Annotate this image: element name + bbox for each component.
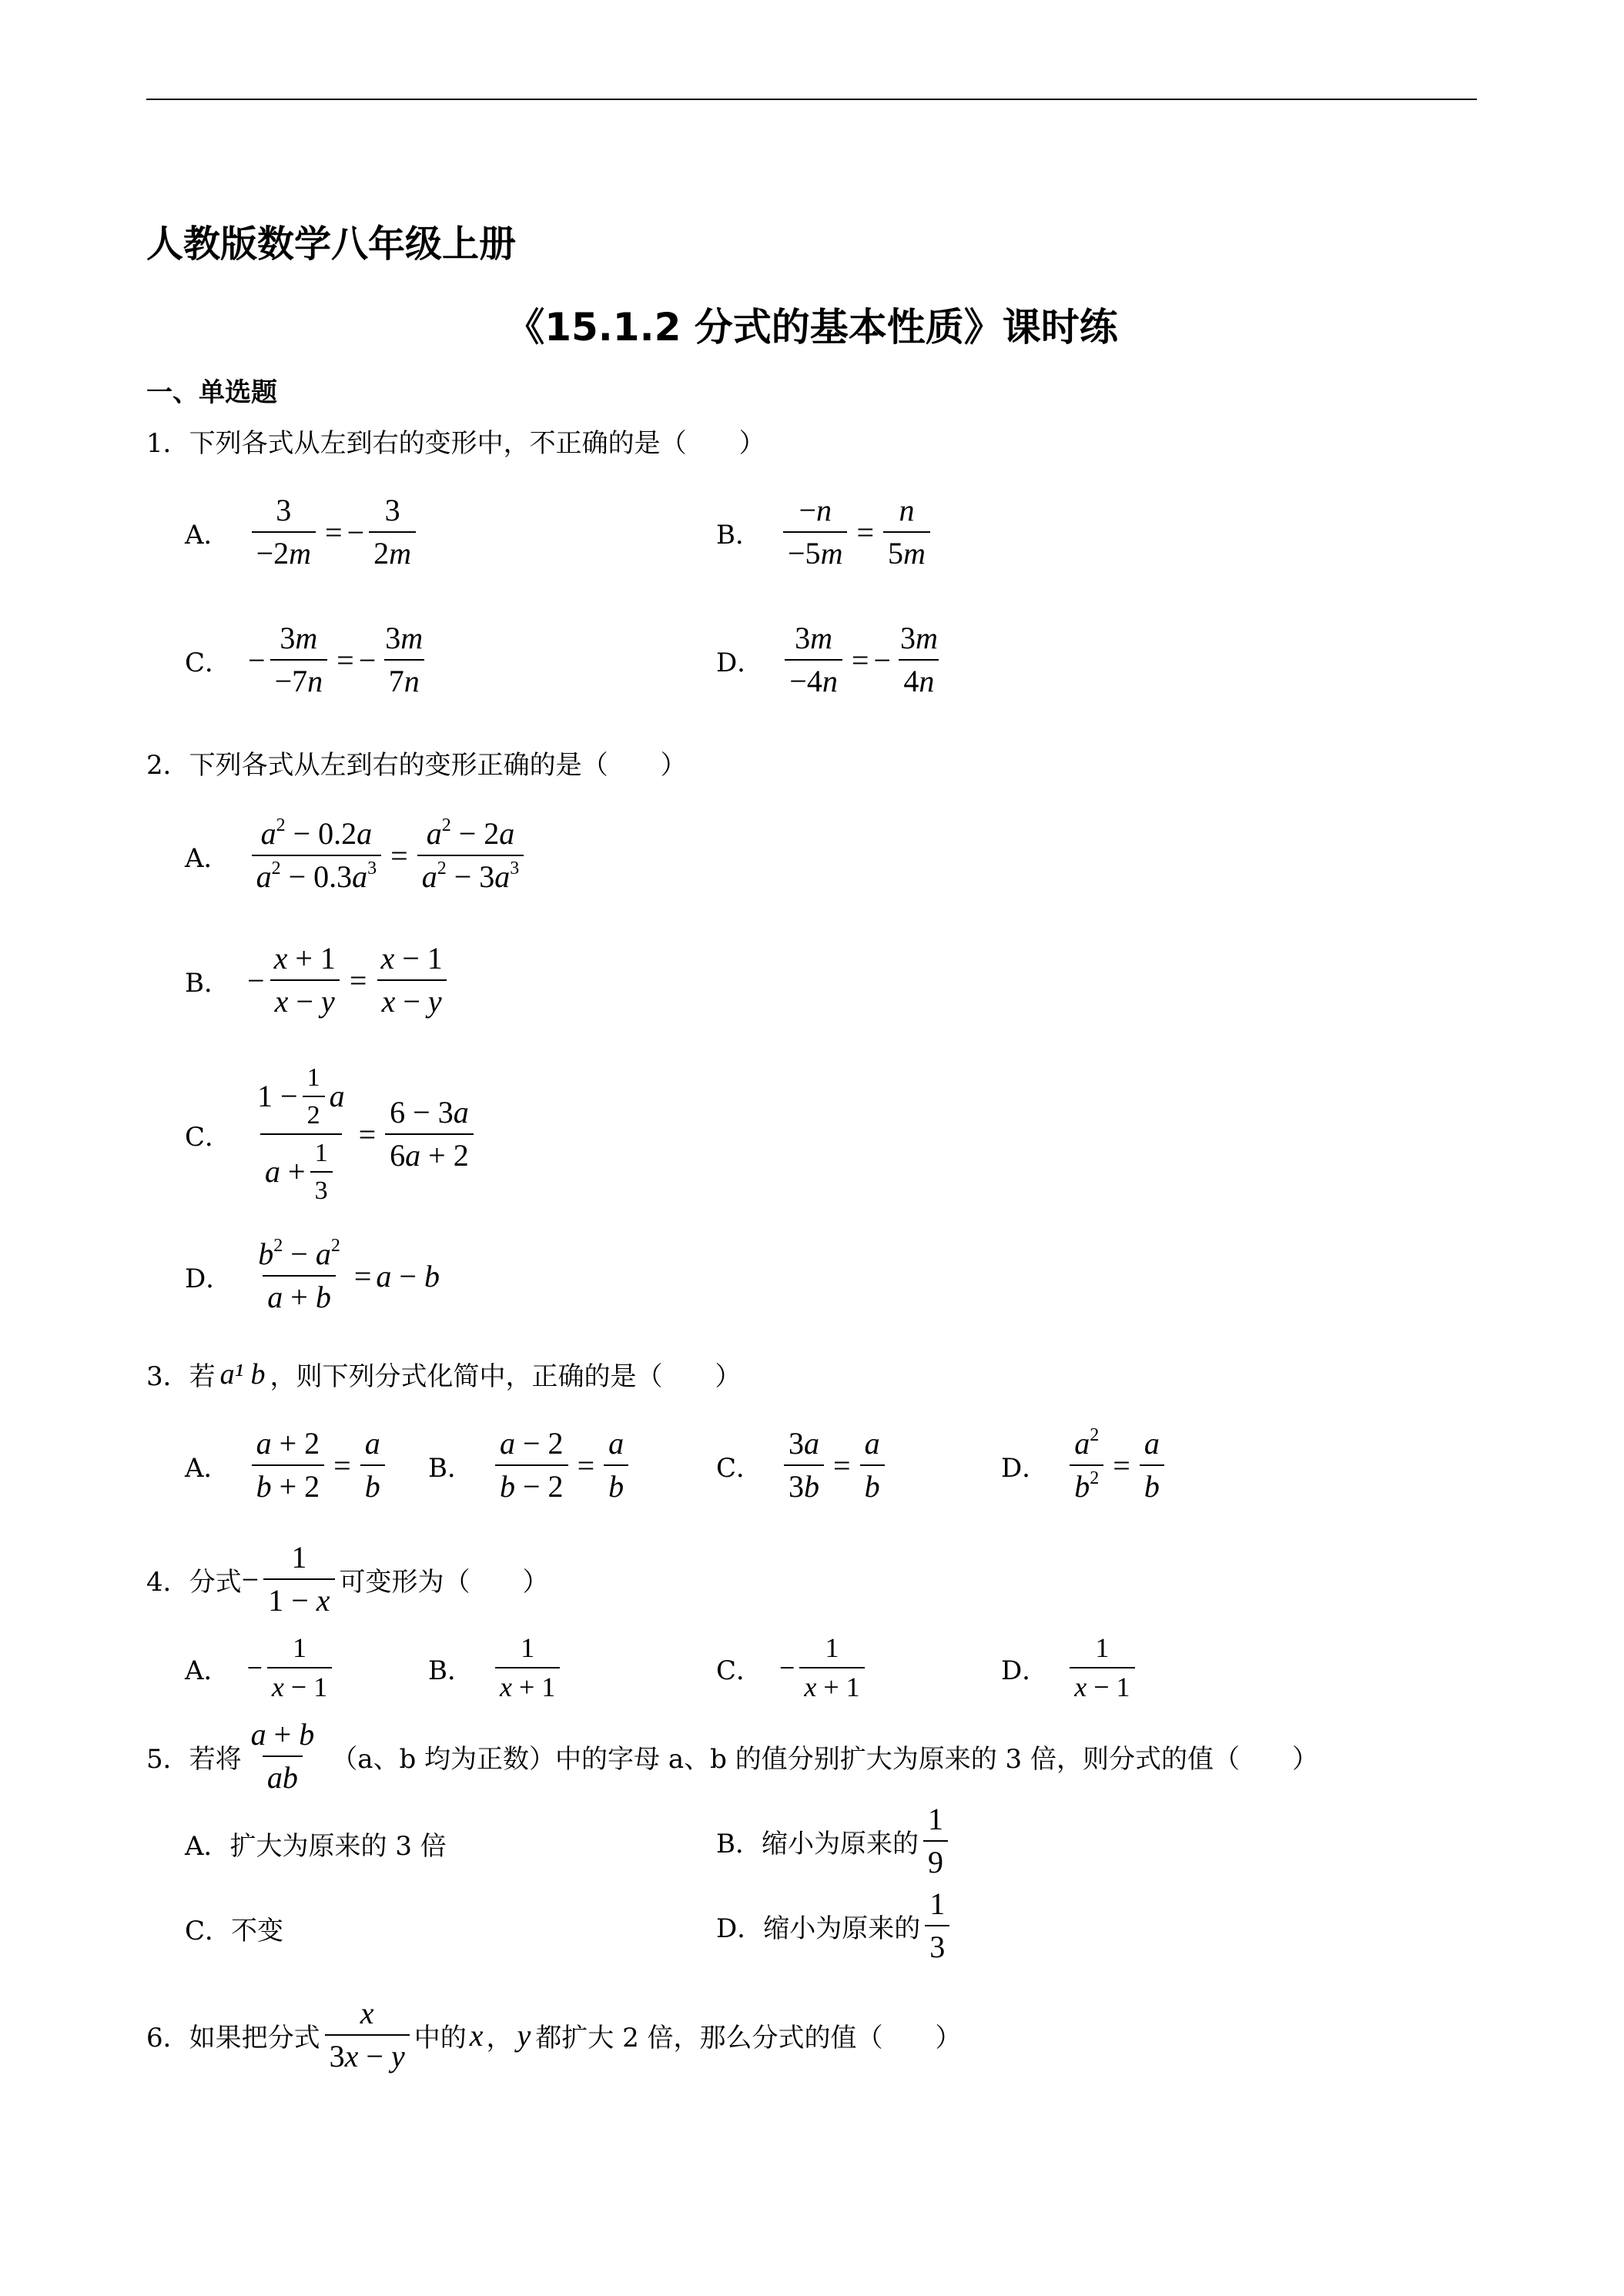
q4-option-b[interactable]: B． $\frac{1}{x + 1}$ [428,1632,564,1704]
question-6-stem: 6．如果把分式 $\frac{x}{3x - y}$ 中的 x ， y 都扩大 2 倍，那么分式的值（ ） [146,1996,962,2073]
q3-condition: a¹ b [219,1357,266,1391]
q3-c-formula: $\frac{3a}{3b}$ = $\frac{a}{b}$ [779,1426,889,1504]
q3-a-formula: $\frac{a + 2}{b + 2}$ = $\frac{a}{b}$ [247,1426,390,1504]
q3-d-formula: $\frac{a^2}{b^2}$ = $\frac{a}{b}$ [1065,1426,1169,1504]
q2-b-formula: − $\frac{x + 1}{x - y}$ = $\frac{x - 1}{x - y}$ [247,941,452,1019]
question-3-stem: 3．若 a¹ b ，则下列分式化简中，正确的是（ ） [146,1357,742,1392]
q4-d-formula: $\frac{1}{x - 1}$ [1065,1632,1139,1704]
q1-option-a[interactable]: A． $\frac{3}{-2m}$ = − $\frac{3}{2m}$ [185,493,420,571]
question-1-stem: 1．下列各式从左到右的变形中，不正确的是（ ） [146,428,765,459]
q4-option-a[interactable]: A． − $\frac{1}{x - 1}$ [185,1632,337,1704]
q5-option-b[interactable]: B．缩小为原来的 $\frac{1}{9}$ [716,1802,953,1880]
q2-option-d[interactable]: D． $\frac{b^2 - a^2}{a + b}$ = a − b [185,1236,440,1314]
q3-option-a[interactable]: A． $\frac{a + 2}{b + 2}$ = $\frac{a}{b}$ [185,1426,390,1504]
question-2-stem: 2．下列各式从左到右的变形正确的是（ ） [146,750,687,781]
q4-option-d[interactable]: D． $\frac{1}{x - 1}$ [1001,1632,1140,1704]
q2-option-c[interactable]: C． 1 − $\frac{1}{2}$ a a + $\frac{1}{3}$ = $\frac{6 - 3a}{6a + 2}$ [185,1063,478,1206]
q5-option-a[interactable]: A．扩大为原来的 3 倍 [185,1831,447,1862]
q1-option-c[interactable]: C． − $\frac{3m}{-7n}$ = − $\frac{3m}{7n}$ [185,621,432,699]
q3-option-b[interactable]: B． $\frac{a - 2}{b - 2}$ = $\frac{a}{b}$ [428,1426,633,1504]
q3-b-formula: $\frac{a - 2}{b - 2}$ = $\frac{a}{b}$ [491,1426,633,1504]
q5-b-formula: $\frac{1}{9}$ [919,1802,953,1880]
q5-option-d[interactable]: D．缩小为原来的 $\frac{1}{3}$ [716,1886,954,1965]
question-5-stem: 5．若将 $\frac{a + b}{ab}$ （a、b 均为正数）中的字母 a、b 的值分别扩大为原来的 3 倍，则分式的值（ ） [146,1717,1318,1795]
q2-d-formula: $\frac{b^2 - a^2}{a + b}$ = a − b [258,1236,440,1314]
section-heading: 一、单选题 [146,377,277,408]
q1-b-formula: $\frac{-n}{-5m}$ = $\frac{n}{5m}$ [779,493,935,571]
q2-a-formula: $\frac{a^2 - 0.2a}{a^2 - 0.3a^3}$ = $\frac{a^2 - 2a}{a^2 - 3a^3}$ [247,816,529,895]
q5-d-formula: $\frac{1}{3}$ [920,1886,954,1965]
q4-b-formula: $\frac{1}{x + 1}$ [491,1632,564,1704]
q4-c-formula: − $\frac{1}{x + 1}$ [779,1632,869,1704]
q4-a-formula: − $\frac{1}{x - 1}$ [247,1632,337,1704]
page-subtitle: 《15.1.2 分式的基本性质》课时练 [506,305,1118,350]
q4-option-c[interactable]: C． − $\frac{1}{x + 1}$ [716,1632,869,1704]
q1-d-formula: $\frac{3m}{-4n}$ = − $\frac{3m}{4n}$ [780,621,947,699]
q2-option-b[interactable]: B． − $\frac{x + 1}{x - y}$ = $\frac{x - 1}{x - y}$ [185,941,452,1019]
q1-option-b[interactable]: B． $\frac{-n}{-5m}$ = $\frac{n}{5m}$ [716,493,935,571]
q6-stem-formula: $\frac{x}{3x - y}$ [320,1996,414,2074]
q3-option-c[interactable]: C． $\frac{3a}{3b}$ = $\frac{a}{b}$ [716,1426,889,1504]
q1-c-formula: − $\frac{3m}{-7n}$ = − $\frac{3m}{7n}$ [248,621,424,698]
q5-option-c[interactable]: C．不变 [185,1916,284,1946]
q4-stem-formula: − $\frac{1}{1 - x}$ [242,1540,340,1618]
q1-option-d[interactable]: D． $\frac{3m}{-4n}$ = − $\frac{3m}{4n}$ [716,621,947,699]
q2-c-formula: 1 − $\frac{1}{2}$ a a + $\frac{1}{3}$ = $\frac{6 - 3a}{6a + 2}$ [248,1063,478,1206]
q2-option-a[interactable]: A． $\frac{a^2 - 0.2a}{a^2 - 0.3a^3}$ = $\frac{a^2 - 2a}{a^2 - 3a^3}$ [185,816,528,895]
q5-stem-formula: $\frac{a + b}{ab}$ [250,1717,315,1795]
question-4-stem: 4．分式 − $\frac{1}{1 - x}$ 可变形为（ ） [146,1540,549,1618]
top-rule [146,99,1477,100]
q1-a-formula: $\frac{3}{-2m}$ = − $\frac{3}{2m}$ [247,493,420,571]
page-title: 人教版数学八年级上册 [146,223,517,266]
q3-option-d[interactable]: D． $\frac{a^2}{b^2}$ = $\frac{a}{b}$ [1001,1426,1169,1504]
